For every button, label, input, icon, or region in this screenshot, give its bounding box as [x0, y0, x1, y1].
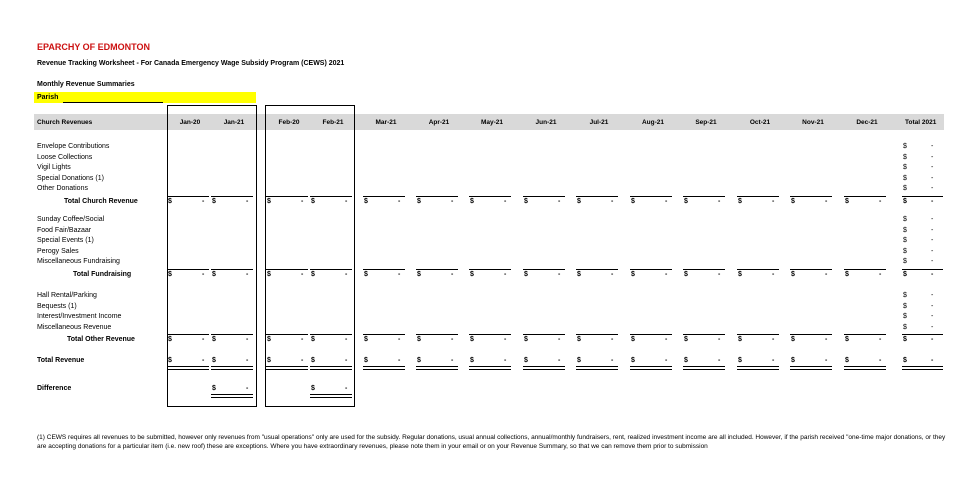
- total-revenue-dollar: $: [311, 357, 315, 364]
- group-total-value[interactable]: -: [398, 270, 401, 278]
- line-item-total-value[interactable]: -: [931, 323, 934, 331]
- group-total-dollar: $: [470, 270, 474, 278]
- parish-input-line[interactable]: [63, 102, 163, 103]
- line-item-total-dollar: $: [903, 164, 907, 171]
- difference-dollar: $: [212, 385, 216, 392]
- line-item-total-value[interactable]: -: [931, 185, 934, 192]
- group-total-dollar: $: [364, 336, 368, 343]
- total-revenue-value[interactable]: -: [202, 357, 205, 364]
- total-revenue-double-rule: [363, 366, 405, 370]
- group-total-total-value[interactable]: -: [931, 270, 934, 278]
- total-revenue-dollar: $: [577, 357, 581, 364]
- total-revenue-value[interactable]: -: [825, 357, 828, 364]
- line-item-total-dollar: $: [903, 143, 907, 150]
- month-header-jul-21: Jul-21: [589, 119, 609, 126]
- group-total-value[interactable]: -: [718, 197, 721, 205]
- group-total-value[interactable]: -: [301, 197, 304, 205]
- total-revenue-dollar: $: [417, 357, 421, 364]
- group-total-dollar: $: [631, 197, 635, 205]
- month-header-oct-21: Oct-21: [749, 119, 771, 126]
- group-total-dollar: $: [577, 197, 581, 205]
- group-total-value[interactable]: -: [665, 197, 668, 205]
- group-total-dollar: $: [684, 197, 688, 205]
- group-total-dollar: $: [470, 197, 474, 205]
- line-item-label: Envelope Contributions: [37, 143, 110, 150]
- line-item-total-value[interactable]: -: [931, 237, 934, 244]
- group-total-dollar: $: [631, 336, 635, 343]
- difference-dollar: $: [311, 385, 315, 392]
- group-total-dollar: $: [791, 336, 795, 343]
- worksheet-subtitle: Revenue Tracking Worksheet - For Canada Emergency Wage Subsidy Program (CEWS) 2021: [37, 60, 345, 67]
- line-item-label: Special Donations (1): [37, 174, 104, 182]
- group-total-value[interactable]: -: [825, 197, 828, 205]
- group-total-dollar: $: [577, 336, 581, 343]
- subtotal-rule: [902, 269, 943, 270]
- group-total-dollar: $: [738, 197, 742, 205]
- group-total-value[interactable]: -: [879, 270, 882, 278]
- group-total-label: Total Other Revenue: [67, 336, 135, 343]
- total-revenue-double-rule: [630, 366, 672, 370]
- group-total-dollar: $: [845, 270, 849, 278]
- line-item-total-value[interactable]: -: [931, 216, 934, 223]
- line-item-total-value[interactable]: -: [931, 153, 934, 161]
- group-total-dollar: $: [311, 336, 315, 343]
- org-title: EPARCHY OF EDMONTON: [37, 42, 151, 52]
- line-item-label: Bequests (1): [37, 302, 77, 310]
- group-total-value[interactable]: -: [345, 270, 348, 278]
- group-total-value[interactable]: -: [246, 197, 249, 205]
- total-revenue-dollar: $: [267, 357, 271, 364]
- line-item-label: Miscellaneous Revenue: [37, 323, 112, 331]
- line-item-label: Miscellaneous Fundraising: [37, 258, 120, 265]
- line-item-total-dollar: $: [903, 237, 907, 244]
- line-item-total-dollar: $: [903, 323, 907, 331]
- group-total-value[interactable]: -: [202, 197, 205, 205]
- group-total-dollar: $: [738, 336, 742, 343]
- total-revenue-dollar: $: [168, 357, 172, 364]
- group-total-value[interactable]: -: [718, 336, 721, 343]
- total-revenue-double-rule: [683, 366, 725, 370]
- group-total-value[interactable]: -: [825, 270, 828, 278]
- group-total-value[interactable]: -: [345, 336, 348, 343]
- month-header-aug-21: Aug-21: [641, 119, 665, 126]
- group-total-value[interactable]: -: [665, 270, 668, 278]
- total-revenue-double-rule: [167, 366, 209, 370]
- group-total-total-value[interactable]: -: [931, 336, 934, 343]
- total-revenue-value[interactable]: -: [451, 357, 454, 364]
- group-total-dollar: $: [311, 270, 315, 278]
- total-revenue-double-rule: [737, 366, 779, 370]
- group-total-total-dollar: $: [903, 197, 907, 205]
- group-total-value[interactable]: -: [772, 336, 775, 343]
- line-item-total-value[interactable]: -: [931, 292, 934, 299]
- group-total-value[interactable]: -: [398, 197, 401, 205]
- line-item-label: Interest/Investment Income: [37, 313, 122, 320]
- line-item-total-dollar: $: [903, 226, 907, 234]
- line-item-label: Food Fair/Bazaar: [37, 226, 92, 234]
- group-total-value[interactable]: -: [451, 270, 454, 278]
- footnote: (1) CEWS requires all revenues to be submitted, however only revenues from "usual operations" only are used for the subsidy. Regular donations, usual annual collections, annual/monthly fundraisers, rent, realized investment income are all included. However, if the parish received "one-time major donations, or they are accepting donations for a particular item (i.e. new roof) these are exceptions. Where you have extraordinary revenues, please note them in your email or on your Revenue Summary, so that we can remove them prior to submission: [37, 434, 946, 450]
- month-header-sep-21: Sep-21: [695, 119, 717, 126]
- group-total-dollar: $: [168, 336, 172, 343]
- group-total-total-value[interactable]: -: [931, 197, 934, 205]
- group-total-dollar: $: [524, 336, 528, 343]
- group-total-value[interactable]: -: [504, 336, 507, 343]
- group-total-dollar: $: [845, 197, 849, 205]
- total-revenue-dollar: $: [631, 357, 635, 364]
- total-revenue-value[interactable]: -: [879, 357, 882, 364]
- group-total-value[interactable]: -: [202, 336, 205, 343]
- total-revenue-dollar: $: [470, 357, 474, 364]
- total-revenue-label: Total Revenue: [37, 357, 85, 364]
- group-total-dollar: $: [791, 270, 795, 278]
- line-item-label: Sunday Coffee/Social: [37, 216, 105, 223]
- total-revenue-value[interactable]: -: [611, 357, 614, 364]
- total-2021-header: Total 2021: [905, 119, 937, 126]
- month-header-apr-21: Apr-21: [428, 119, 450, 126]
- group-total-total-dollar: $: [903, 336, 907, 343]
- group-total-dollar: $: [738, 270, 742, 278]
- total-revenue-dollar: $: [684, 357, 688, 364]
- group-total-dollar: $: [631, 270, 635, 278]
- group-total-dollar: $: [212, 336, 216, 343]
- month-header-jun-21: Jun-21: [535, 119, 557, 126]
- group-total-dollar: $: [417, 336, 421, 343]
- total-revenue-dollar: $: [212, 357, 216, 364]
- difference-double-rule: [310, 394, 352, 398]
- parish-label: Parish: [37, 94, 59, 101]
- total-revenue-dollar: $: [364, 357, 368, 364]
- group-total-dollar: $: [267, 270, 271, 278]
- line-item-total-dollar: $: [903, 302, 907, 310]
- group-total-value[interactable]: -: [345, 197, 348, 205]
- month-header-feb-20: Feb-20: [278, 119, 300, 126]
- group-total-value[interactable]: -: [246, 336, 249, 343]
- group-total-dollar: $: [267, 336, 271, 343]
- line-item-label: Hall Rental/Parking: [37, 292, 97, 299]
- difference-value[interactable]: -: [345, 385, 348, 392]
- group-total-value[interactable]: -: [718, 270, 721, 278]
- group-total-dollar: $: [212, 270, 216, 278]
- month-header-nov-21: Nov-21: [802, 119, 824, 126]
- group-total-value[interactable]: -: [611, 336, 614, 343]
- line-item-total-dollar: $: [903, 174, 907, 182]
- total-revenue-double-rule: [266, 366, 308, 370]
- line-item-total-value[interactable]: -: [931, 313, 934, 320]
- line-item-total-dollar: $: [903, 247, 907, 255]
- total-revenue-double-rule: [416, 366, 458, 370]
- total-revenue-dollar: $: [845, 357, 849, 364]
- line-item-total-value[interactable]: -: [931, 302, 934, 310]
- group-total-value[interactable]: -: [772, 197, 775, 205]
- month-header-mar-21: Mar-21: [375, 119, 397, 126]
- total-revenue-double-rule: [576, 366, 618, 370]
- total-revenue-dollar: $: [738, 357, 742, 364]
- church-revenues-header: Church Revenues: [37, 119, 93, 126]
- group-total-dollar: $: [845, 336, 849, 343]
- group-total-value[interactable]: -: [504, 197, 507, 205]
- group-total-value[interactable]: -: [558, 270, 561, 278]
- total-revenue-double-rule: [310, 366, 352, 370]
- group-total-value[interactable]: -: [825, 336, 828, 343]
- month-header-may-21: May-21: [480, 119, 504, 126]
- group-total-dollar: $: [684, 336, 688, 343]
- group-total-value[interactable]: -: [772, 270, 775, 278]
- line-item-total-value[interactable]: -: [931, 258, 934, 265]
- group-total-value[interactable]: -: [611, 270, 614, 278]
- line-item-total-dollar: $: [903, 292, 907, 299]
- total-revenue-double-rule: [844, 366, 886, 370]
- difference-value[interactable]: -: [246, 385, 249, 392]
- group-total-dollar: $: [168, 197, 172, 205]
- line-item-total-dollar: $: [903, 258, 907, 265]
- line-item-total-dollar: $: [903, 216, 907, 223]
- month-header-jan-21: Jan-21: [223, 119, 245, 126]
- group-total-value[interactable]: -: [301, 270, 304, 278]
- line-item-label: Vigil Lights: [37, 164, 71, 171]
- total-revenue-dollar: $: [791, 357, 795, 364]
- line-item-label: Special Events (1): [37, 237, 94, 244]
- total-revenue-value[interactable]: -: [665, 357, 668, 364]
- group-total-dollar: $: [684, 270, 688, 278]
- total-revenue-double-rule: [790, 366, 832, 370]
- group-total-value[interactable]: -: [451, 197, 454, 205]
- group-total-dollar: $: [364, 270, 368, 278]
- group-total-value[interactable]: -: [451, 336, 454, 343]
- line-item-label: Perogy Sales: [37, 247, 79, 255]
- group-total-value[interactable]: -: [665, 336, 668, 343]
- month-header-jan-20: Jan-20: [179, 119, 201, 126]
- group-total-dollar: $: [577, 270, 581, 278]
- line-item-total-value[interactable]: -: [931, 143, 934, 150]
- total-revenue-double-rule: [523, 366, 565, 370]
- line-item-label: Loose Collections: [37, 153, 93, 161]
- group-total-dollar: $: [168, 270, 172, 278]
- total-revenue-total-value[interactable]: -: [931, 357, 934, 364]
- difference-double-rule: [211, 394, 253, 398]
- line-item-total-value[interactable]: -: [931, 164, 934, 171]
- group-total-dollar: $: [311, 197, 315, 205]
- total-revenue-value[interactable]: -: [301, 357, 304, 364]
- line-item-label: Other Donations: [37, 185, 88, 192]
- total-revenue-value[interactable]: -: [504, 357, 507, 364]
- total-revenue-total-double-rule: [902, 366, 943, 370]
- total-revenue-value[interactable]: -: [772, 357, 775, 364]
- group-total-value[interactable]: -: [611, 197, 614, 205]
- group-total-value[interactable]: -: [558, 336, 561, 343]
- group-total-dollar: $: [212, 197, 216, 205]
- group-total-dollar: $: [267, 197, 271, 205]
- line-item-total-value[interactable]: -: [931, 226, 934, 234]
- group-total-value[interactable]: -: [879, 336, 882, 343]
- group-total-label: Total Fundraising: [73, 270, 132, 278]
- group-total-total-dollar: $: [903, 270, 907, 278]
- total-revenue-value[interactable]: -: [246, 357, 249, 364]
- difference-label: Difference: [37, 385, 72, 392]
- total-revenue-double-rule: [469, 366, 511, 370]
- month-header-dec-21: Dec-21: [856, 119, 878, 126]
- total-revenue-dollar: $: [524, 357, 528, 364]
- total-revenue-total-dollar: $: [903, 357, 907, 364]
- group-total-value[interactable]: -: [301, 336, 304, 343]
- month-header-feb-21: Feb-21: [322, 119, 344, 126]
- total-revenue-double-rule: [211, 366, 253, 370]
- group-total-dollar: $: [470, 336, 474, 343]
- group-total-dollar: $: [791, 197, 795, 205]
- line-item-total-dollar: $: [903, 313, 907, 320]
- subtotal-rule: [902, 334, 943, 335]
- feb-columns-box: [265, 105, 355, 407]
- total-revenue-value[interactable]: -: [718, 357, 721, 364]
- total-revenue-value[interactable]: -: [398, 357, 401, 364]
- line-item-total-value[interactable]: -: [931, 174, 934, 182]
- total-revenue-value[interactable]: -: [345, 357, 348, 364]
- line-item-total-dollar: $: [903, 153, 907, 161]
- group-total-label: Total Church Revenue: [64, 197, 138, 205]
- line-item-total-value[interactable]: -: [931, 247, 934, 255]
- group-total-value[interactable]: -: [398, 336, 401, 343]
- group-total-dollar: $: [417, 197, 421, 205]
- group-total-dollar: $: [524, 197, 528, 205]
- group-total-value[interactable]: -: [504, 270, 507, 278]
- group-total-value[interactable]: -: [558, 197, 561, 205]
- group-total-value[interactable]: -: [246, 270, 249, 278]
- total-revenue-value[interactable]: -: [558, 357, 561, 364]
- group-total-value[interactable]: -: [879, 197, 882, 205]
- group-total-dollar: $: [364, 197, 368, 205]
- group-total-value[interactable]: -: [202, 270, 205, 278]
- line-item-total-dollar: $: [903, 185, 907, 192]
- group-total-dollar: $: [417, 270, 421, 278]
- section-title: Monthly Revenue Summaries: [37, 81, 135, 88]
- subtotal-rule: [902, 196, 943, 197]
- group-total-dollar: $: [524, 270, 528, 278]
